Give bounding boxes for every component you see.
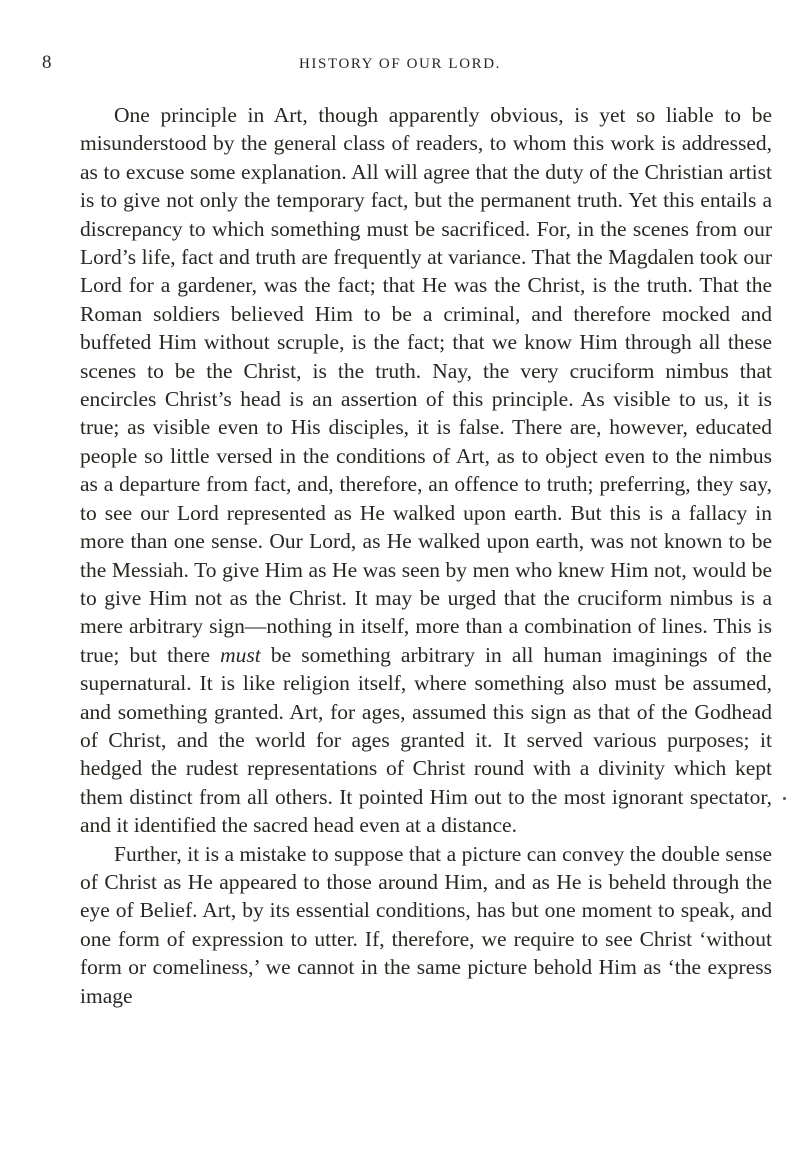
paragraph-1-text-b: be something arbitrary in all human imaginings of the supernatural. It is like religion itself, where something also must be assumed, and something granted. Art, for ages, assumed this sign as that of the Godhead of Christ, and the world for ages granted it. It served various purposes; it hedged the rudest representations of Christ round with a divinity which kept them distinct from all others. It pointed Him out to the most ignorant spectator, and it identified the sacred head even at a distance.: [80, 642, 772, 838]
emphasis-must: must: [220, 642, 261, 667]
print-speck: [783, 797, 786, 800]
paragraph-1-text-a: One principle in Art, though apparently obvious, is yet so liable to be misunderstood by the general class of readers, to whom this work is addressed, as to excuse some explanation. All will agree that the duty of the Christian artist is to give not only the temporary fact, but the permanent truth. Yet this entails a discrepancy to which something must be sacrificed. For, in the scenes from our Lord’s life, fact and truth are frequently at variance. That the Magdalen took our Lord for a gardener, was the fact; that He was the Christ, is the truth. That the Roman soldiers believed Him to be a criminal, and therefore mocked and buffeted Him without scruple, is the fact; that we know Him through all these scenes to be the Christ, is the truth. Nay, the very cruciform nimbus that encircles Christ’s head is an assertion of this principle. As visible to us, it is true; as visible even to His disciples, it is false. There are, however, educated people so little versed in the conditions of Art, as to object even to the nimbus as a departure from fact, and, therefore, an offence to truth; preferring, they say, to see our Lord represented as He walked upon earth. But this is a fallacy in more than one sense. Our Lord, as He walked upon earth, was not known to be the Messiah. To give Him as He was seen by men who knew Him not, would be to give Him not as the Christ. It may be urged that the cruciform nimbus is a mere arbitrary sign—nothing in itself, more than a combination of lines. This is true; but there: [80, 103, 772, 667]
running-head: HISTORY OF OUR LORD.: [298, 56, 502, 72]
body-text: [80, 101, 772, 1010]
page-number: 8: [42, 52, 52, 73]
paragraph-2: Further, it is a mistake to suppose that a picture can convey the double sense of Christ as He appeared to those around Him, and as He is beheld through the eye of Belief. Art, by its essential conditions, has but one moment to speak, and one form of expression to utter. If, therefore, we require to see Christ ‘without form or comeliness,’ we cannot in the same picture behold Him as ‘the express image: [80, 841, 772, 1008]
paragraph-1: [80, 101, 772, 840]
